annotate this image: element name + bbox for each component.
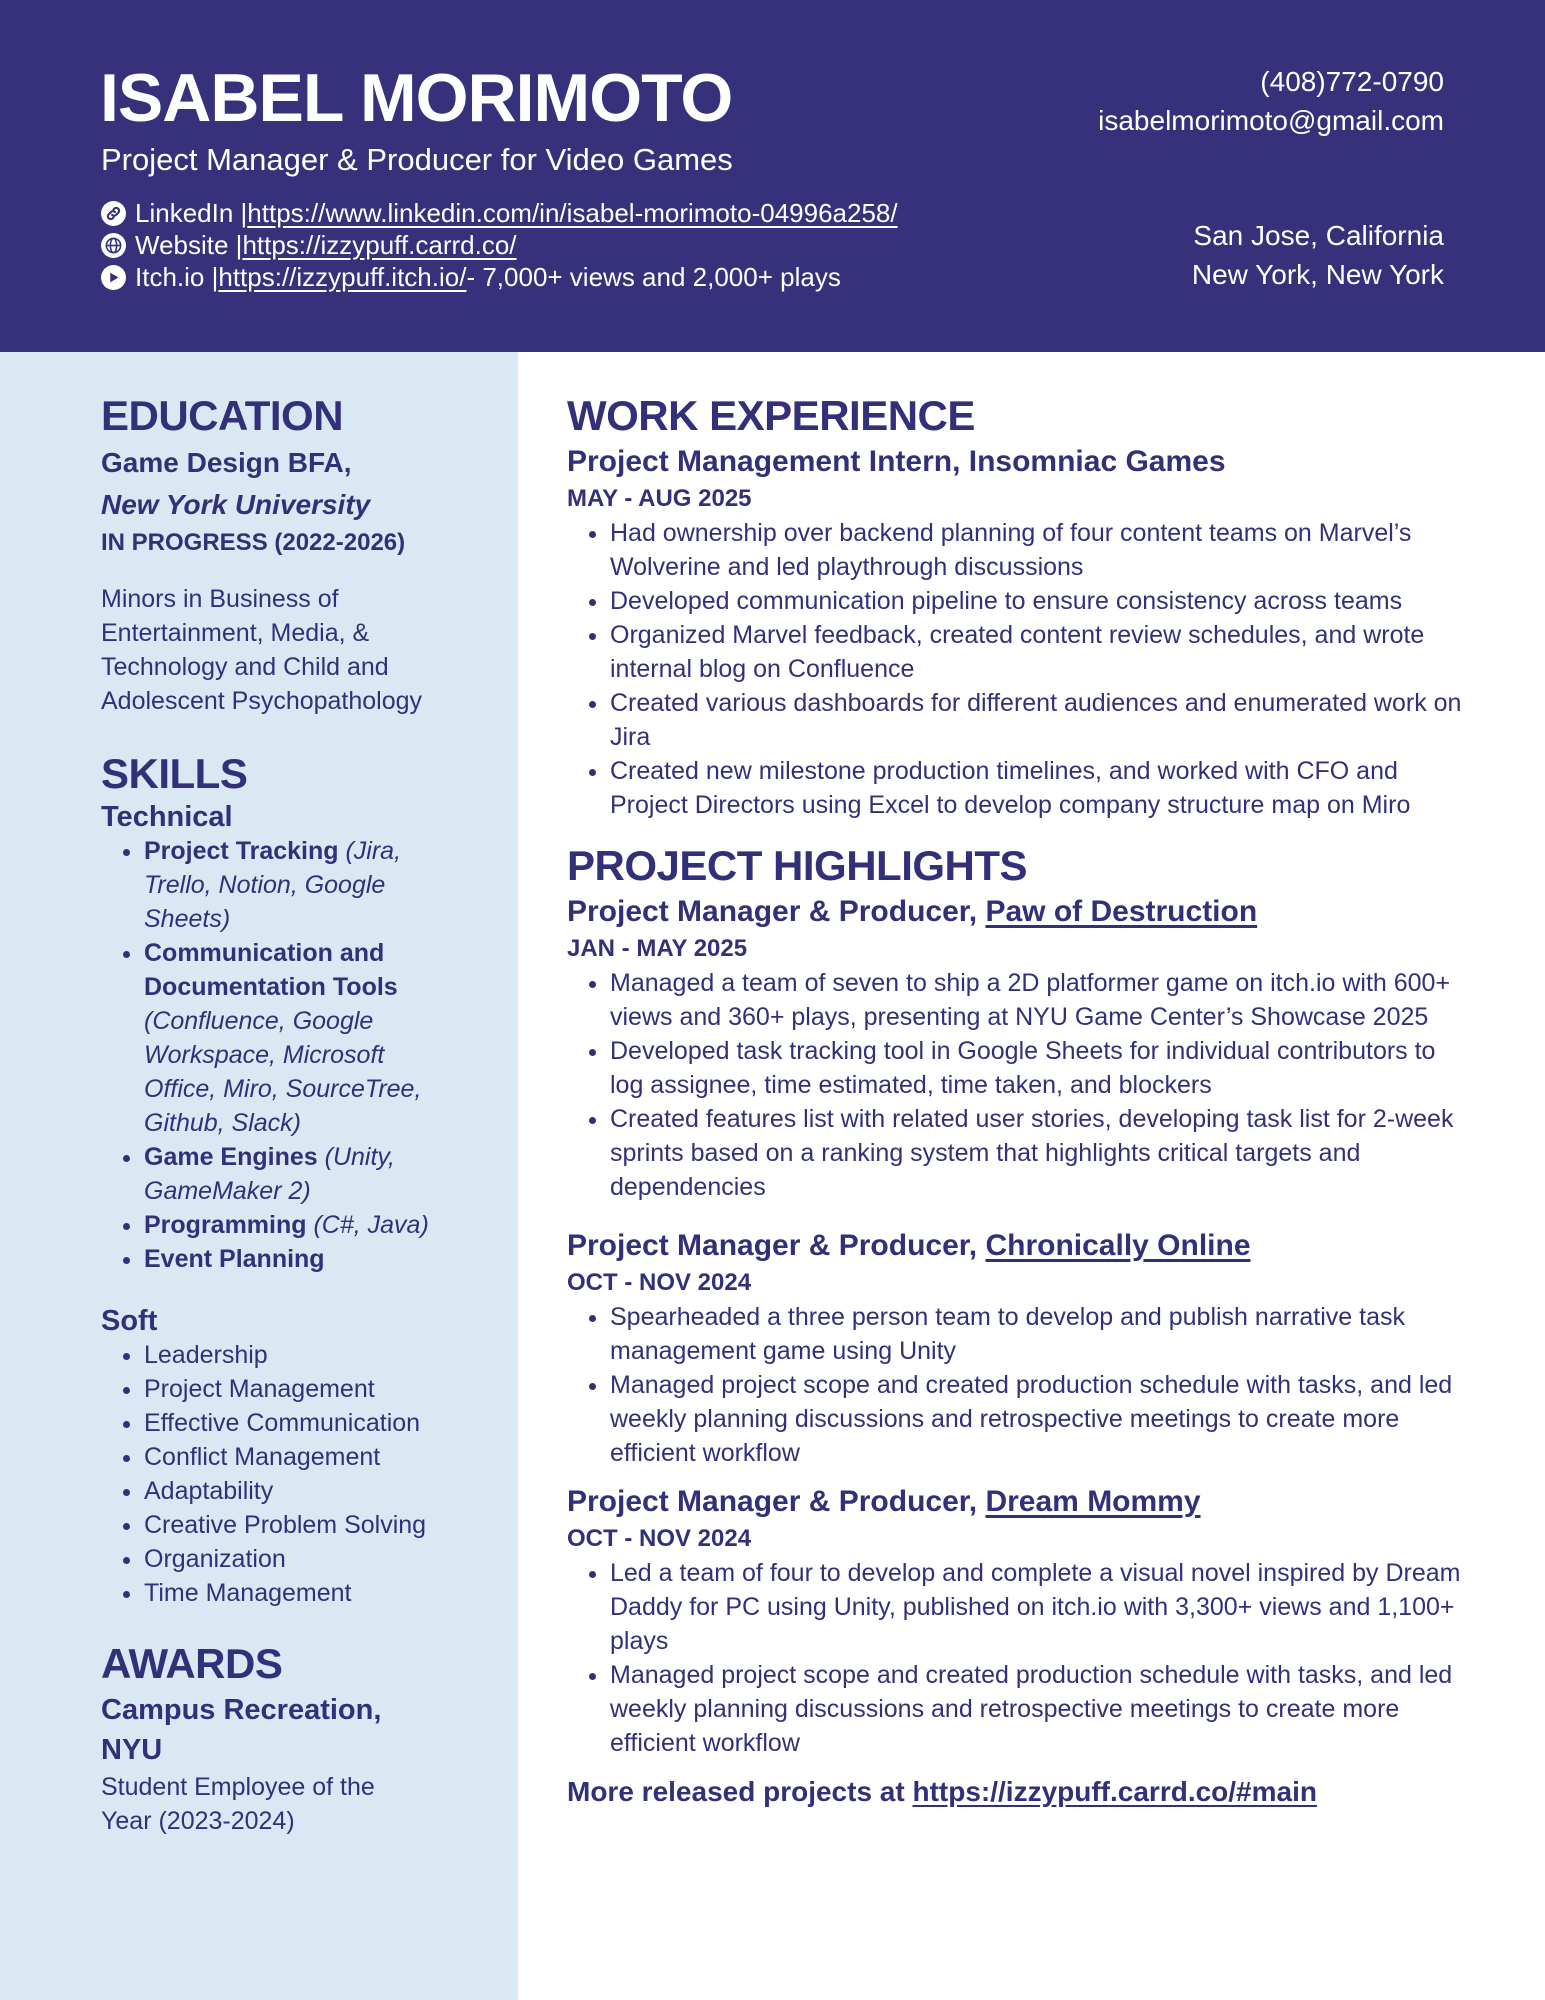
website-link[interactable]: https://izzypuff.carrd.co/ <box>242 230 517 260</box>
work-heading: WORK EXPERIENCE <box>567 392 975 439</box>
list-item: • Time Management <box>144 1576 501 1610</box>
play-icon <box>101 265 126 290</box>
list-item: • Spearheaded a three person team to develop and publish narrative task management game using Unity <box>610 1300 1467 1368</box>
locations <box>1192 216 1444 294</box>
education-heading: EDUCATION <box>101 392 344 439</box>
education-section <box>101 390 501 718</box>
project-link[interactable]: Chronically Online <box>985 1229 1251 1262</box>
itchio-link[interactable]: https://izzypuff.itch.io/ <box>218 262 467 292</box>
skills-heading: SKILLS <box>101 750 248 797</box>
project-entry <box>567 892 1467 1204</box>
linkedin-row <box>101 197 898 229</box>
project-title: Project Manager & Producer, Paw of Destruction <box>567 895 1258 928</box>
soft-heading: Soft <box>101 1305 158 1337</box>
list-item: • Communication and Documentation Tools (Confluence, Google Workspace, Microsoft Office, Miro, SourceTree, Github, Slack) <box>144 936 434 1140</box>
email[interactable]: isabelmorimoto@gmail.com <box>1098 105 1444 136</box>
list-item: • Created features list with related user stories, developing task list for 2-week sprints based on a ranking system that highlights critical targets and dependencies <box>610 1102 1467 1204</box>
list-item: • Project Tracking (Jira, Trello, Notion, Google Sheets) <box>144 834 431 936</box>
list-item: • Managed a team of seven to ship a 2D platformer game on itch.io with 600+ views and 360+ plays, presenting at NYU Game Center’s Showcase 2025 <box>610 966 1467 1034</box>
project-date: OCT - NOV 2024 <box>567 1269 752 1296</box>
itchio-stats: - 7,000+ views and 2,000+ plays <box>466 262 841 292</box>
sidebar <box>0 352 518 2000</box>
linkedin-link[interactable]: https://www.linkedin.com/in/isabel-morimoto-04996a258/ <box>247 198 898 228</box>
award-name: Campus Recreation, NYU <box>101 1694 382 1766</box>
job-title: Project Management Intern, Insomniac Games <box>567 445 1226 478</box>
profile-links <box>101 197 898 293</box>
project-bullets <box>567 1556 1467 1760</box>
globe-icon <box>101 233 126 258</box>
list-item: • Managed project scope and created production schedule with tasks, and led weekly planning discussions and retrospective meetings to create more efficient workflow <box>610 1658 1467 1760</box>
main-column <box>567 390 1467 1812</box>
list-item: • Game Engines (Unity, GameMaker 2) <box>144 1140 431 1208</box>
work-bullets <box>567 516 1467 822</box>
list-item: • Project Management <box>144 1372 501 1406</box>
header <box>0 0 1545 352</box>
list-item: • Creative Problem Solving <box>144 1508 501 1542</box>
projects-section <box>567 840 1467 1812</box>
list-item: • Leadership <box>144 1338 501 1372</box>
location-2: New York, New York <box>1191 259 1444 290</box>
project-date: OCT - NOV 2024 <box>567 1525 752 1552</box>
list-item: • Conflict Management <box>144 1440 501 1474</box>
list-item: • Created new milestone production timelines, and worked with CFO and Project Directors using Excel to develop company structure map on Miro <box>610 754 1467 822</box>
education-degree: Game Design BFA, <box>101 447 352 478</box>
list-item: • Event Planning <box>144 1242 431 1276</box>
itchio-label: Itch.io | <box>135 262 219 292</box>
project-entry <box>567 1482 1467 1760</box>
project-title: Project Manager & Producer, Dream Mommy <box>567 1485 1201 1518</box>
portfolio-link[interactable]: https://izzypuff.carrd.co/#main <box>912 1776 1317 1807</box>
list-item: • Organization <box>144 1542 501 1576</box>
website-label: Website | <box>135 230 243 260</box>
projects-heading: PROJECT HIGHLIGHTS <box>567 842 1028 889</box>
list-item: • Programming (C#, Java) <box>144 1208 431 1242</box>
project-link[interactable]: Paw of Destruction <box>985 895 1258 928</box>
list-item: • Developed communication pipeline to ensure consistency across teams <box>610 584 1467 618</box>
project-title: Project Manager & Producer, Chronically Online <box>567 1229 1251 1262</box>
list-item: • Effective Communication <box>144 1406 501 1440</box>
job-date: MAY - AUG 2025 <box>567 485 752 512</box>
list-item: • Managed project scope and created production schedule with tasks, and led weekly planning discussions and retrospective meetings to create more efficient workflow <box>610 1368 1467 1470</box>
awards-section <box>101 1638 501 1838</box>
link-icon <box>101 201 126 226</box>
technical-skills-list <box>101 834 431 1276</box>
list-item: • Led a team of four to develop and complete a visual novel inspired by Dream Daddy for PC using Unity, published on itch.io with 3,300+ views and 1,100+ plays <box>610 1556 1467 1658</box>
project-bullets <box>567 966 1467 1204</box>
tagline: Project Manager & Producer for Video Games <box>101 142 733 177</box>
project-entry <box>567 1226 1467 1470</box>
website-row <box>101 229 898 261</box>
list-item: • Adaptability <box>144 1474 501 1508</box>
skills-section <box>101 748 501 1610</box>
work-section <box>567 390 1467 822</box>
list-item: • Developed task tracking tool in Google Sheets for individual contributors to log assignee, time estimated, time taken, and blockers <box>610 1034 1467 1102</box>
education-school: New York University <box>101 489 371 520</box>
award-description: Student Employee of the Year (2023-2024) <box>101 1773 375 1835</box>
project-date: JAN - MAY 2025 <box>567 935 748 962</box>
list-item: • Organized Marvel feedback, created content review schedules, and wrote internal blog on Confluence <box>610 618 1467 686</box>
location-1: San Jose, California <box>1193 220 1444 251</box>
list-item: • Had ownership over backend planning of four content teams on Marvel’s Wolverine and led playthrough discussions <box>610 516 1467 584</box>
contact-info <box>1098 62 1444 140</box>
education-status: IN PROGRESS (2022-2026) <box>101 529 406 556</box>
awards-heading: AWARDS <box>101 1640 283 1687</box>
itchio-row <box>101 261 898 293</box>
soft-skills-list <box>101 1338 501 1610</box>
more-projects: More released projects at https://izzypuff.carrd.co/#main <box>567 1776 1317 1807</box>
technical-heading: Technical <box>101 801 233 833</box>
phone: (408)772-0790 <box>1260 66 1444 97</box>
candidate-name: ISABEL MORIMOTO <box>100 60 733 136</box>
project-link[interactable]: Dream Mommy <box>985 1485 1201 1518</box>
education-minors: Minors in Business of Entertainment, Media, & Technology and Child and Adolescent Psychopathology <box>101 585 423 715</box>
project-bullets <box>567 1300 1467 1470</box>
list-item: • Created various dashboards for different audiences and enumerated work on Jira <box>610 686 1467 754</box>
linkedin-label: LinkedIn | <box>135 198 248 228</box>
